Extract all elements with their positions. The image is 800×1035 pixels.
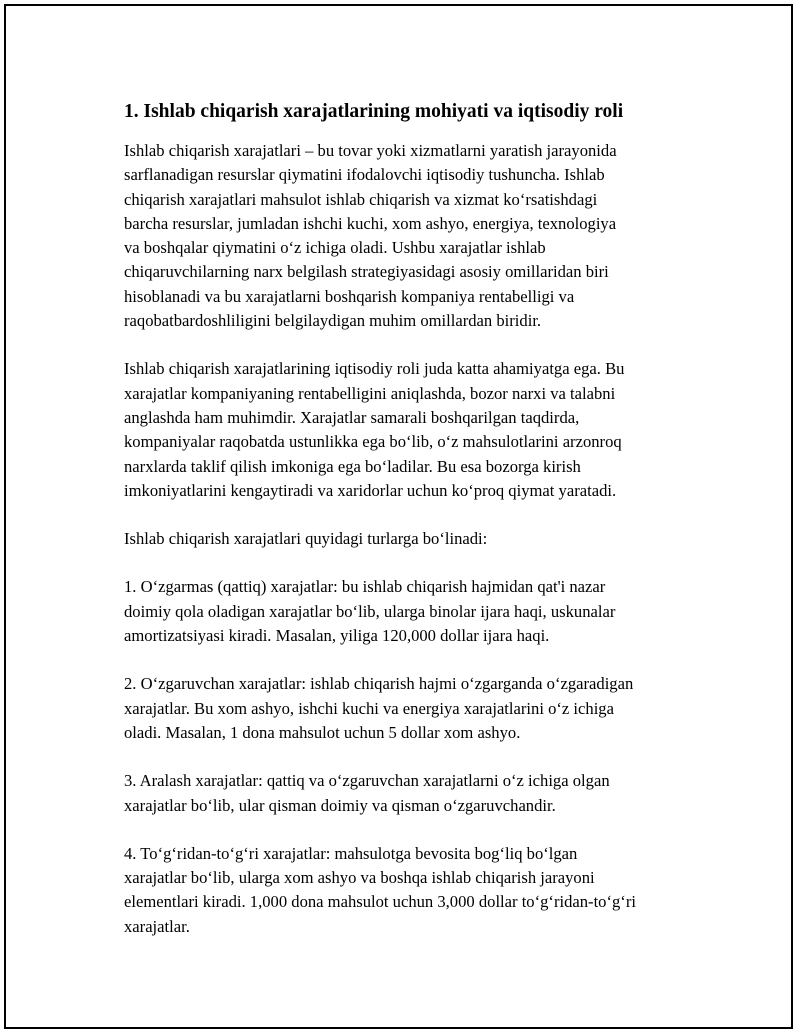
text-line: barcha resurslar, jumladan ishchi kuchi, xom ashyo, energiya, texnologiya (124, 213, 617, 233)
text-line: 4. Toʻgʻridan-toʻgʻri xarajatlar: mahsulotga bevosita bogʻliq boʻlgan (124, 843, 578, 863)
text-line: narxlarda taklif qilish imkoniga ega boʻladilar. Bu esa bozorga kirish (124, 456, 581, 476)
paragraph (124, 357, 704, 503)
text-line: kompaniyalar raqobatda ustunlikka ega boʻlib, oʻz mahsulotlarini arzonroq (124, 432, 622, 452)
text-line: 2. Oʻzgaruvchan xarajatlar: ishlab chiqarish hajmi oʻzgarganda oʻzgaradigan (124, 674, 634, 694)
text-line: chiqaruvchilarning narx belgilash strategiyasidagi asosiy omillaridan biri (124, 262, 609, 282)
text-line: 3. Aralash xarajatlar: qattiq va oʻzgaruvchan xarajatlarni oʻz ichiga olgan (124, 771, 610, 791)
text-line: xarajatlar. Bu xom ashyo, ishchi kuchi va energiya xarajatlarini oʻz ichiga (124, 698, 614, 718)
page-frame (4, 4, 793, 1029)
paragraph (124, 527, 704, 551)
text-line: elementlari kiradi. 1,000 dona mahsulot uchun 3,000 dollar toʻgʻridan-toʻgʻri (124, 892, 636, 912)
paragraph-list (124, 139, 704, 939)
text-line: xarajatlar boʻlib, ularga xom ashyo va boshqa ishlab chiqarish jarayoni (124, 868, 595, 888)
text-line: imkoniyatlarini kengaytiradi va xaridorlar uchun koʻproq qiymat yaratadi. (124, 480, 617, 500)
paragraph (124, 139, 704, 333)
text-line: xarajatlar boʻlib, ular qisman doimiy va qisman oʻzgaruvchandir. (124, 795, 556, 815)
document-body (124, 99, 704, 963)
text-line: hisoblanadi va bu xarajatlarni boshqarish kompaniya rentabelligi va (124, 286, 575, 306)
page-title: 1. Ishlab chiqarish xarajatlarining mohiyati va iqtisodiy roli (124, 101, 624, 122)
text-line: Ishlab chiqarish xarajatlari – bu tovar yoki xizmatlarni yaratish jarayonida (124, 141, 617, 160)
paragraph (124, 672, 704, 745)
text-line: oladi. Masalan, 1 dona mahsulot uchun 5 dollar xom ashyo. (124, 722, 521, 742)
text-line: xarajatlar. (124, 916, 190, 936)
text-line: Ishlab chiqarish xarajatlari quyidagi turlarga boʻlinadi: (124, 529, 488, 549)
paragraph (124, 769, 704, 818)
text-line: 1. Oʻzgarmas (qattiq) xarajatlar: bu ishlab chiqarish hajmidan qat'i nazar (124, 577, 606, 597)
text-line: doimiy qola oladigan xarajatlar boʻlib, ularga binolar ijara haqi, uskunalar (124, 601, 616, 621)
text-line: chiqarish xarajatlari mahsulot ishlab chiqarish va xizmat koʻrsatishdagi (124, 189, 598, 209)
text-line: va boshqalar qiymatini oʻz ichiga oladi. Ushbu xarajatlar ishlab (124, 238, 546, 258)
paragraph (124, 575, 704, 648)
text-line: anglashda ham muhimdir. Xarajatlar samarali boshqarilgan taqdirda, (124, 407, 580, 427)
paragraph (124, 842, 704, 939)
text-line: raqobatbardoshliligini belgilaydigan muhim omillardan biridir. (124, 311, 542, 331)
text-line: amortizatsiyasi kiradi. Masalan, yiliga 120,000 dollar ijara haqi. (124, 626, 550, 646)
text-line: Ishlab chiqarish xarajatlarining iqtisodiy roli juda katta ahamiyatga ega. Bu (124, 359, 625, 379)
text-line: xarajatlar kompaniyaning rentabelligini aniqlashda, bozor narxi va talabni (124, 383, 616, 403)
text-line: sarflanadigan resurslar qiymatini ifodalovchi iqtisodiy tushuncha. Ishlab (124, 165, 605, 185)
